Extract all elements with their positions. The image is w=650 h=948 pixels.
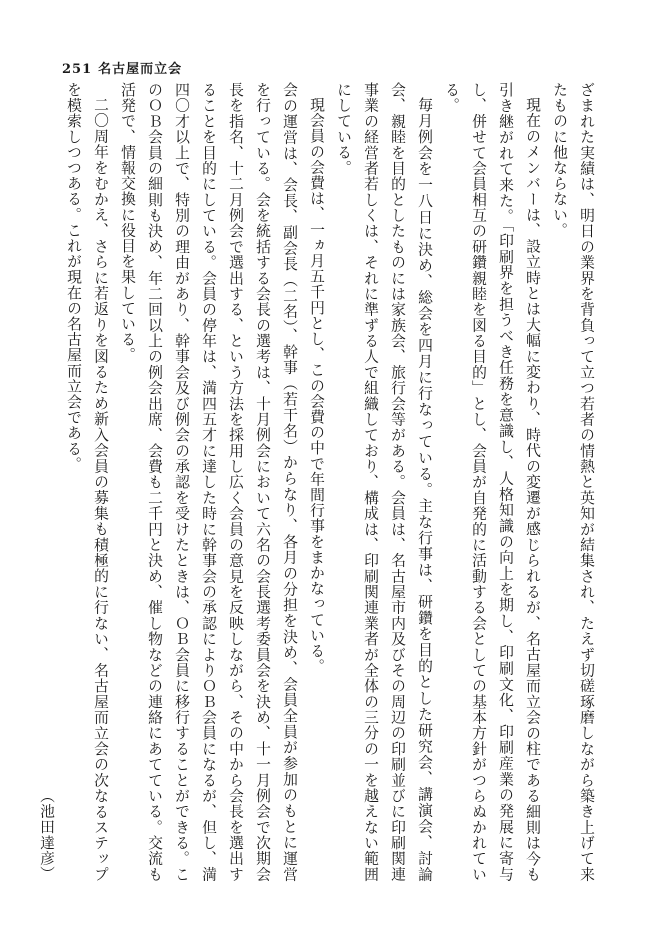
paragraph-membership-fee: 現会員の会費は、一ヵ月五千円とし、この会費の中で年間行事をまかなっている。 [308,96,325,674]
paragraph-monthly-meetings: 毎月例会を一八日に決め、総会を四月に行なっている。主な行事は、研鑽を目的とした研究会、講演会、討論会、親睦を目的としたものには家族会、旅行会等がある。会員は、名古屋市内及びその周辺の印刷並びに印刷関連事業の経営者若しくは、それに準ずる人で組織しており、構成は、印刷関連業者が全体の三分の一を越えない範囲にしている。 [335,82,433,882]
paragraph-administration: 会の運営は、会長、副会長（二名）、幹事（若干名）からなり、各月の分担を決め、会員全員が参加のもとに運営を行っている。会を統括する会長の選考は、十月例会において六名の会長選考委員会を決め、十一月例会で次期会長を指名、十二月例会で選出する、という方法を採用し広く会員の意見を反映しながら、その中から会長を選出することを目的にしている。会員の停年は、満四五才に達した時に幹事会の承認によりＯＢ会員になるが、但し、満四〇才以上で、特別の理由があり、幹事会及び例会の承認を受けたときは、ＯＢ会員に移行することができる。このＯＢ会員の細則も決め、年二回以上の例会出席、会費も二千円と決め、催し物などの連絡にあてている。交流も活発で、情報交換に役目を果している。 [119,82,298,882]
paragraph-twentieth-anniversary: 二〇周年をむかえ、さらに若返りを図るため新入会員の募集も積極的に行ない、名古屋而立会の次なるステップを模索しつつある。これが現在の名古屋而立会である。 [65,82,109,882]
paragraph-members: 現在のメンバーは、設立時とは大幅に変わり、時代の変遷が感じられるが、名古屋而立会の柱である細則は今も引き継がれて来た。「印刷界を担うべき任務を意識し、人格知識の向上を期し、印刷文化、印刷産業の発展に寄与し、併せて会員相互の研鑽親睦を図る目的」とし、会員が自発的に活動する会としての基本方針がつらぬかれている。 [443,82,541,882]
running-header [62,58,182,77]
author-signature: （池田達彦） [38,788,55,882]
paragraph-continuation: ざまれた実績は、明日の業界を背負って立つ若者の情熱と英知が結集され、たえず切磋琢磨しながら築き上げて来たものに他ならない。 [551,82,595,882]
vertical-body-text [38,82,600,882]
section-title: 名古屋而立会 [98,62,183,77]
page-number: 251 [62,62,93,77]
